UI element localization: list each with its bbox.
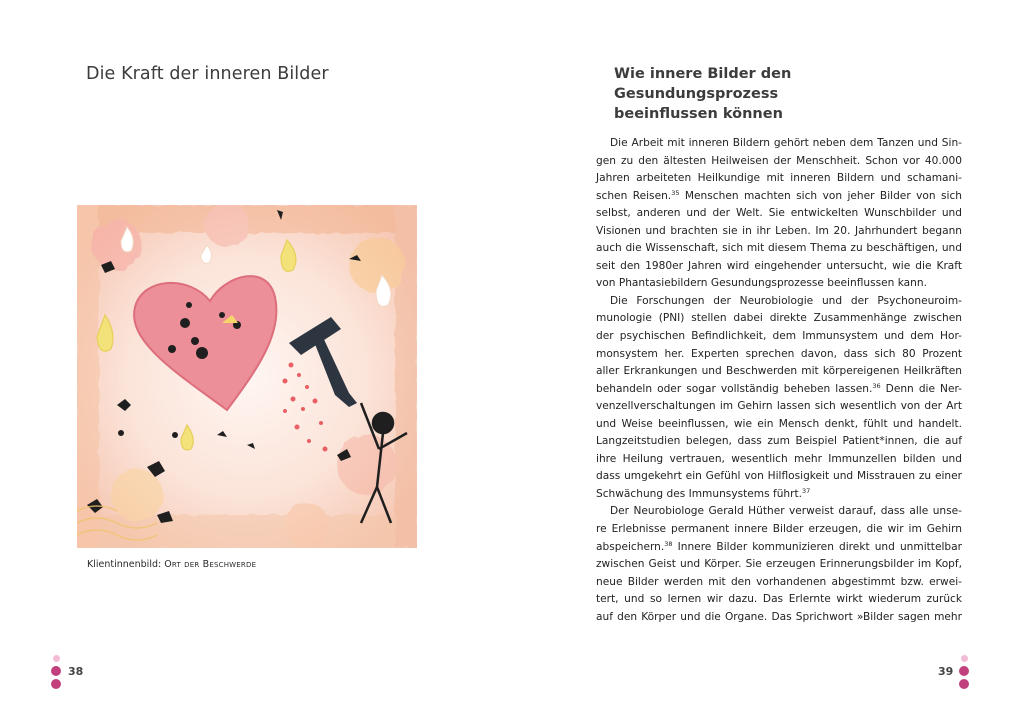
body-line [596, 346, 962, 364]
body-line [596, 381, 962, 399]
body-line-text: neue Bilder werden mit den vorhandenen abgestimmt bzw. erwei- [596, 575, 962, 588]
image-caption [87, 559, 256, 570]
body-line [596, 591, 962, 609]
body-line [596, 398, 962, 416]
body-line-text: auch die Wissenschaft, sich mit diesem Thema zu beschäftigen, und [596, 242, 962, 255]
caption-label: Klientinnenbild: [87, 559, 162, 570]
body-line-text: Langzeitstudien belegen, dass zum Beispiel Patient*innen, die auf [596, 435, 962, 448]
body-line [596, 275, 962, 293]
section-title-line: Wie innere Bilder den Gesundungsprozess [614, 66, 792, 102]
right-page [510, 0, 1020, 724]
page-number: 39 [938, 665, 954, 678]
footnote-ref: 36 [872, 381, 881, 390]
body-line-text: zwischen Geist und Körper. Sie erzeugen Erinnerungsbilder im Kopf, [596, 558, 962, 571]
footnote-ref: 38 [664, 539, 673, 548]
body-line-text: auf den Körper und die Organe. Das Sprichwort »Bilder sagen mehr [596, 610, 962, 623]
body-line-text: abspeichern. [596, 540, 665, 553]
footnote-ref: 35 [671, 188, 680, 197]
body-line-text: monsystem her. Experten sprechen davon, dass sich 80 Prozent [596, 347, 962, 360]
body-line [596, 293, 962, 311]
body-text [596, 135, 962, 626]
body-line-text: Denn die Ner- [880, 382, 962, 395]
body-line [596, 609, 962, 627]
body-line [596, 556, 962, 574]
body-line [596, 416, 962, 434]
body-line [596, 468, 962, 486]
body-line-text: und Weise beeinflussen, wie ein Mensch denkt, fühlt und handelt. [596, 417, 962, 430]
body-line-text: tert, und so lernen wir dazu. Das Erlernte wirkt wiederum zurück [596, 593, 962, 606]
body-line [596, 258, 962, 276]
body-line-text: gen zu den ältesten Heilweisen der Menschheit. Schon vor 40.000 [596, 154, 962, 167]
body-line [596, 433, 962, 451]
body-line-text: schen Reisen. [596, 189, 672, 202]
body-line-text: Schwächung des Immunsystems führt. [596, 487, 803, 500]
body-line-text: munologie (PNI) stellen dabei direkte Zusammenhänge zwischen [596, 312, 962, 325]
body-line [596, 223, 962, 241]
body-line-text: Die Forschungen der Neurobiologie und der Psychoneuroim- [610, 294, 962, 307]
body-line [596, 153, 962, 171]
body-line-text: Jahren arbeiteten Heilkundige mit inneren Bildern und schamani- [596, 172, 962, 185]
body-line-text: dass umgekehrt ein Gefühl von Hilflosigkeit und Misstrauen zu einer [596, 470, 962, 483]
body-line-text: Die Arbeit mit inneren Bildern gehört neben dem Tanzen und Sin- [610, 137, 962, 149]
body-line-text: selbst, anderen und der Welt. Sie entwickelten Wunschbilder und [596, 207, 962, 220]
body-line-text: Visionen und brachten sie in ihr Leben. Im 20. Jahrhundert begann [596, 224, 962, 237]
footnote-ref: 37 [802, 486, 811, 495]
body-line [596, 486, 962, 504]
body-line-text: seit den 1980er Jahren wird eingehender untersucht, wie die Kraft [596, 259, 962, 272]
body-line-text: ihre Heilung vertrauen, wesentlich mehr Immunzellen bilden und [596, 452, 962, 465]
page-dots-icon [958, 655, 970, 691]
section-title-line: beeinflussen können [614, 106, 783, 122]
body-line-text: Menschen machten sich von jeher Bilder von sich [679, 189, 962, 202]
chapter-title: Die Kraft der inneren Bilder [86, 64, 329, 84]
body-line-text: aller Erkrankungen und Beschwerden mit körpereigenen Heilkräften [596, 365, 962, 378]
page-number: 38 [68, 665, 84, 678]
body-line-text: re Erlebnisse permanent innere Bilder erzeugen, die wir im Gehirn [596, 523, 962, 536]
body-line [596, 170, 962, 188]
section-title [614, 64, 934, 124]
body-line-text: von Phantasiebildern Gesundungsprozesse beeinflussen kann. [596, 277, 927, 290]
caption-title: Ort der Beschwerde [164, 559, 257, 570]
body-line [596, 328, 962, 346]
body-line [596, 188, 962, 206]
body-line [596, 363, 962, 381]
body-line-text: venzellverschaltungen im Gehirn lassen sich wesentlich von der Art [596, 400, 962, 413]
body-line [596, 240, 962, 258]
body-line [596, 135, 962, 153]
body-line [596, 310, 962, 328]
body-line [596, 521, 962, 539]
body-line-text: der psychischen Befindlichkeit, dem Immunsystem und dem Hor- [596, 330, 962, 343]
page-dots-icon [50, 655, 62, 691]
body-line-text: Innere Bilder kommunizieren direkt und unmittelbar [672, 540, 962, 553]
body-line [596, 503, 962, 521]
body-line [596, 205, 962, 223]
body-line [596, 539, 962, 557]
body-line-text: behandeln oder sogar vollständig beheben lassen. [596, 382, 873, 395]
client-drawing [77, 205, 417, 548]
body-line-text: Der Neurobiologe Gerald Hüther verweist darauf, dass alle unse- [610, 505, 962, 518]
body-line [596, 574, 962, 592]
body-line [596, 451, 962, 469]
